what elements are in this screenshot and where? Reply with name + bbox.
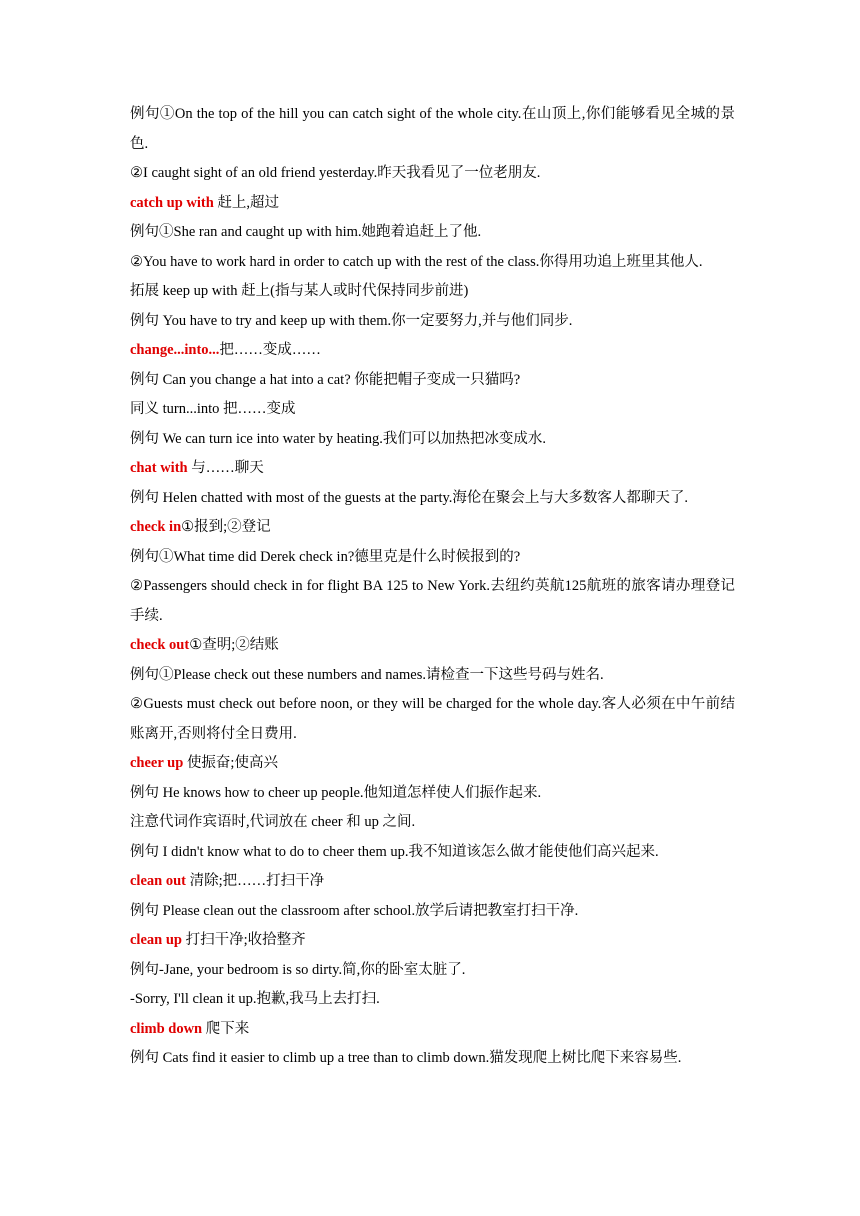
phrase-entry [130,454,735,484]
example-sentence: 例句 Can you change a hat into a cat? 你能把帽子变成一只猫吗? [130,371,521,388]
example-sentence: 例句 You have to try and keep up with them.你一定要努力,并与他们同步. [130,312,573,329]
example-sentence: 例句-Jane, your bedroom is so dirty.简,你的卧室太脏了. [130,961,466,978]
phrase-entry [130,189,735,219]
phrase-definition: 使振奋;使高兴 [183,755,278,771]
example-sentence: 例句 Please clean out the classroom after school.放学后请把教室打扫干净. [130,902,579,919]
example-sentence: 例句 I didn't know what to do to cheer them up.我不知道该怎么做才能使他们高兴起来. [130,843,659,860]
phrase-definition: 与……聊天 [187,460,264,476]
example-sentence: 例句①On the top of the hill you can catch sight of the whole city.在山顶上,你们能够看见全城的景色. [130,106,735,152]
example-sentence: -Sorry, I'll clean it up.抱歉,我马上去打扫. [130,991,380,1007]
phrase-definition: 清除;把……打扫干净 [185,873,325,889]
example-sentence: ②Passengers should check in for flight BA 125 to New York.去纽约英航125航班的旅客请办理登记手续. [130,578,735,624]
phrase-definition: 把……变成…… [219,342,321,358]
phrase-term: catch up with [130,194,214,211]
example-sentence: 例句 Helen chatted with most of the guests at the party.海伦在聚会上与大多数客人都聊天了. [130,489,689,506]
example-sentence: 例句①Please check out these numbers and names.请检查一下这些号码与姓名. [130,666,604,683]
usage-note: 注意代词作宾语时,代词放在 cheer 和 up 之间. [130,814,416,830]
synonym-note: 同义 turn...into 把……变成 [130,401,296,417]
example-sentence: ②You have to work hard in order to catch up with the rest of the class.你得用功追上班里其他人. [130,253,703,270]
example-sentence: 例句 He knows how to cheer up people.他知道怎样使人们振作起来. [130,784,542,801]
example-sentence: ②I caught sight of an old friend yesterday.昨天我看见了一位老朋友. [130,165,541,181]
phrase-term: cheer up [130,755,184,771]
phrase-definition: 赶上,超过 [213,194,280,211]
example-sentence: 例句①She ran and caught up with him.她跑着追赶上了他. [130,224,482,240]
phrase-definition: ①查明;②结账 [189,637,279,653]
phrase-entry [130,1015,735,1045]
phrase-entry [130,926,735,956]
phrase-entry [130,513,735,543]
phrase-term: clean up [130,932,182,948]
phrase-term: clean out [130,873,186,889]
phrase-definition: ①报到;②登记 [181,519,271,535]
phrase-entry [130,631,735,661]
phrase-term: climb down [130,1020,203,1037]
extension-note: 拓展 keep up with 赶上(指与某人或时代保持同步前进) [130,283,469,299]
phrase-term: chat with [130,460,188,476]
example-sentence: 例句 Cats find it easier to climb up a tree than to climb down.猫发现爬上树比爬下来容易些. [130,1050,682,1066]
example-sentence: 例句 We can turn ice into water by heating.我们可以加热把冰变成水. [130,430,547,447]
phrase-entry [130,336,735,366]
phrase-term: change...into... [130,342,220,358]
phrase-definition: 爬下来 [202,1020,250,1037]
phrase-entry [130,867,735,897]
phrase-entry [130,749,735,779]
example-sentence: 例句①What time did Derek check in?德里克是什么时候报到的? [130,548,521,565]
phrase-term: check in [130,519,182,535]
document-body [130,100,735,1074]
example-sentence: ②Guests must check out before noon, or they will be charged for the whole day.客人必须在中午前结账离开,否则将付全日费用. [130,696,735,742]
phrase-term: check out [130,637,190,653]
phrase-definition: 打扫干净;收拾整齐 [181,932,306,948]
